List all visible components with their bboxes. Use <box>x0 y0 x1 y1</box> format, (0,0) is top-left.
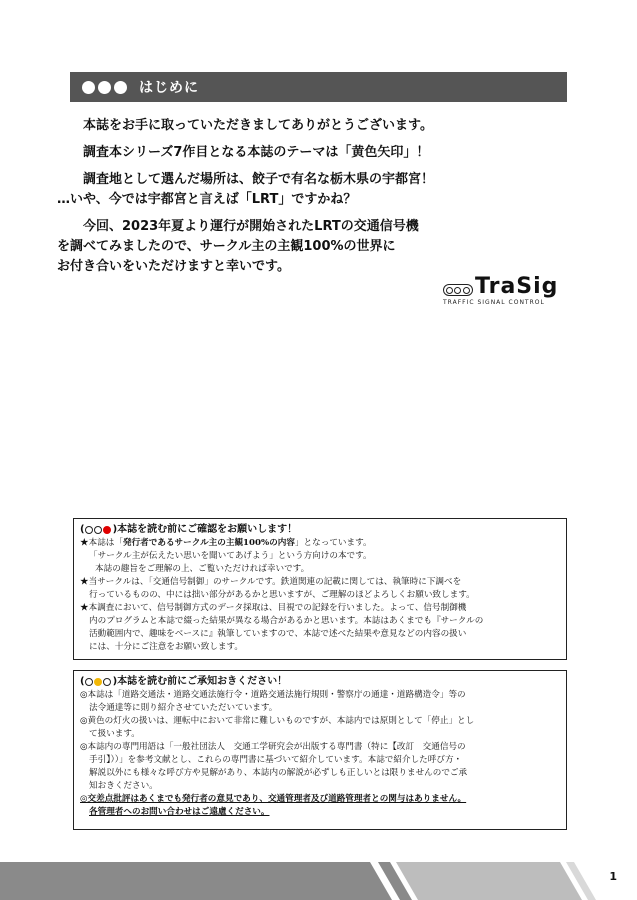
notice-acknowledge-item-2: ◎黄色の灯火の扱いは、運転中において非常に難しいものですが、本誌内では原則として「停止」とし て扱います。 <box>80 716 475 739</box>
intro-text <box>57 116 567 284</box>
header-dots-icon <box>82 81 127 94</box>
notice-acknowledge-box: ( ) 本誌を読む前にご承知おきください！ ◎本誌は「道路交通法・道路交通法施行令・道路交通法施行規則・警察庁の通達・道路構造令」等の 法令通達等に則り紹介させていただいています。 ◎黄色の灯火の扱いは、運転中において非常に難しいものですが、本誌内では原則として「停止」とし て扱います。 ◎本誌内の専門用語は「一般社団法人 交通工学研究会が出版する専門書（特に【改訂 交通信号の 手引】））」を参考文献とし、これらの専門書に基づいて紹介しています。本誌で紹介した呼び方・ 解説以外にも様々な呼び方や見解があり、本誌内の解説が必ずしも正しいとは限りませんのでご承 知おきください。 ◎交差点批評はあくまでも発行者の意見であり、交通管理者及び道路管理者との関与はありません。 各管理者へのお問い合わせはご遠慮ください。 <box>73 670 567 830</box>
intro-paragraph-3: 調査地として選んだ場所は、餃子で有名な栃木県の宇都宮！ …いや、今では宇都宮と言えば「LRT」ですかね？ <box>57 172 435 207</box>
notice-confirm-item-2: ★当サークルは、「交通信号制御」のサークルです。鉄道関連の記載に関しては、執筆時に下調べを 行っているものの、中には拙い部分があるかと思いますが、ご理解のほどよろしくお願い致します。 <box>80 577 475 600</box>
notice-confirm-item-1: ★本誌は「発行者であるサークル主の主観100%の内容」となっています。 <box>80 538 372 548</box>
section-header <box>70 72 567 102</box>
intro-paragraph-2: 調査本シリーズ7作目となる本誌のテーマは「黄色矢印」！ <box>83 145 430 160</box>
notice-acknowledge-title: 本誌を読む前にご承知おきください！ <box>117 676 288 687</box>
section-title: はじめに <box>139 80 199 96</box>
intro-paragraph-1: 本誌をお手に取っていただきましてありがとうございます。 <box>83 118 433 133</box>
page-footer <box>0 862 637 900</box>
page-number: 1 <box>609 870 617 883</box>
signal-yellow-icon <box>85 678 111 686</box>
notice-confirm-box: ( ) 本誌を読む前にご確認をお願いします！ ★本誌は「発行者であるサークル主の主観100%の内容」となっています。 「サークル主が伝えたい思いを聞いてあげよう」という方向けの本です。 本誌の趣旨をご理解の上、ご覧いただければ幸いです。 ★当サークルは、「交通信号制御」のサークルです。鉄道関連の記載に関しては、執筆時に下調べを 行っているものの、中には拙い部分があるかと思いますが、ご理解のほどよろしくお願い致します。 ★本調査において、信号制御方式のデータ採取は、目視での記録を行いました。よって、信号制御機 内のプログラムと本誌で綴った結果が異なる場合があるかと思います。本誌はあくまでも『サークルの 活動範囲内で、趣味をベースに』執筆していますので、本誌で述べた結果や意見などの内容の扱い には、十分にご注意をお願い致します。 <box>73 518 567 660</box>
footer-stripe-graphic <box>0 862 637 900</box>
signal-red-icon <box>85 526 111 534</box>
notice-confirm-line-3: 本誌の趣旨をご理解の上、ご覧いただければ幸いです。 <box>95 564 310 574</box>
trasig-logo <box>443 274 567 310</box>
notice-acknowledge-item-1: ◎本誌は「道路交通法・道路交通法施行令・道路交通法施行規則・警察庁の通達・道路構造令」等の 法令通達等に則り紹介させていただいています。 <box>80 690 466 713</box>
intro-paragraph-4: 今回、2023年夏より運行が開始されたLRTの交通信号機 を調べてみましたので、サークル主の主観100%の世界に お付き合いをいただけますと幸いです。 <box>57 219 419 274</box>
notice-confirm-title: 本誌を読む前にご確認をお願いします！ <box>117 524 298 535</box>
traffic-light-icon <box>443 284 473 296</box>
logo-subtitle: TRAFFIC SIGNAL CONTROL <box>443 299 545 306</box>
logo-brand: TraSig <box>475 274 559 299</box>
notice-acknowledge-item-3: ◎本誌内の専門用語は「一般社団法人 交通工学研究会が出版する専門書（特に【改訂 交通信号の 手引】））」を参考文献とし、これらの専門書に基づいて紹介しています。本誌で紹介した呼び方・ 解説以外にも様々な呼び方や見解があり、本誌内の解説が必ずしも正しいとは限りませんのでご承 知おきください。 <box>80 742 468 791</box>
notice-confirm-line-2: 「サークル主が伝えたい思いを聞いてあげよう」という方向けの本です。 <box>89 551 372 561</box>
notice-confirm-item-3: ★本調査において、信号制御方式のデータ採取は、目視での記録を行いました。よって、信号制御機 内のプログラムと本誌で綴った結果が異なる場合があるかと思います。本誌はあくまでも『サークルの 活動範囲内で、趣味をベースに』執筆していますので、本誌で述べた結果や意見などの内容の扱い には、十分にご注意をお願い致します。 <box>80 603 484 652</box>
notice-acknowledge-item-4: ◎交差点批評はあくまでも発行者の意見であり、交通管理者及び道路管理者との関与はありません。 各管理者へのお問い合わせはご遠慮ください。 <box>80 794 467 817</box>
